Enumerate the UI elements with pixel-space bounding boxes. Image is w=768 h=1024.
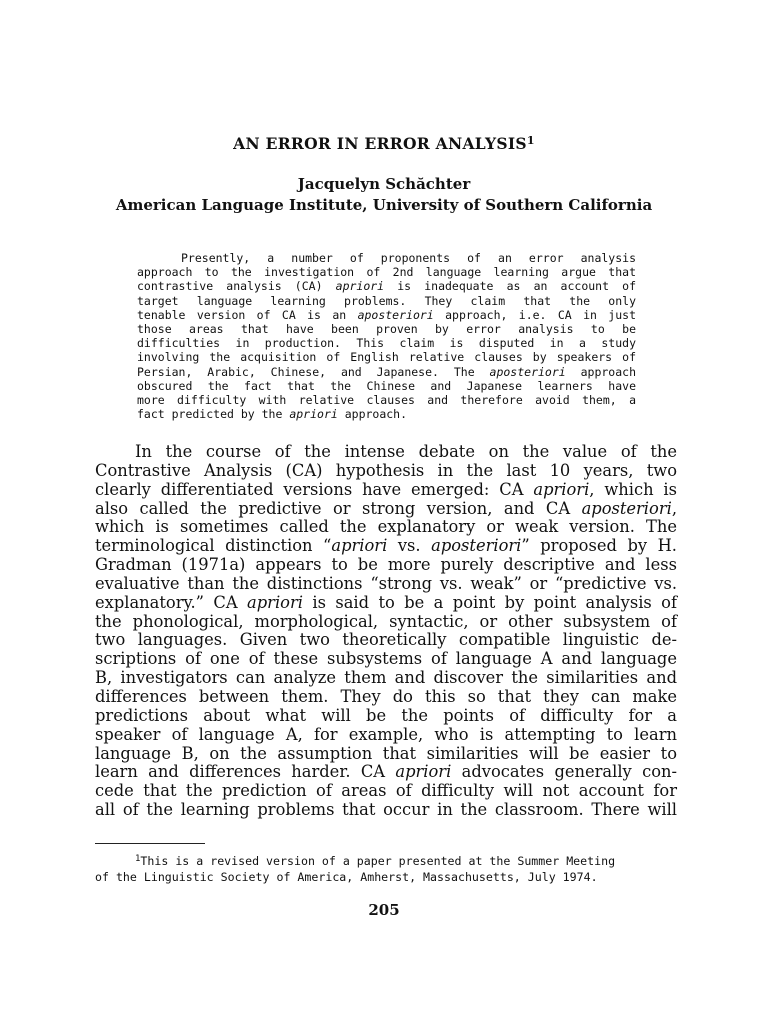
body-line: differences between them. They do this so that they can make xyxy=(95,686,677,706)
abstract xyxy=(137,251,636,421)
body-line: language B, on the assumption that similarities will be easier to xyxy=(95,743,677,763)
body-line: speaker of language A, for example, who is attempting to learn xyxy=(95,724,677,744)
title-text: AN ERROR IN ERROR ANALYSIS xyxy=(233,134,527,153)
author-block xyxy=(0,174,768,216)
footnote-marker: 1 xyxy=(135,854,141,864)
abstract-line: difficulties in production. This claim is disputed in a study xyxy=(137,336,636,351)
author-name: Jacquelyn Schăchter xyxy=(297,175,471,193)
abstract-line: those areas that have been proven by error analysis to be xyxy=(137,322,636,337)
body-line: terminological distinction “apriori vs. aposteriori” proposed by H. xyxy=(95,536,677,556)
footnote-text-1: This is a revised version of a paper presented at the Summer Meeting xyxy=(140,854,616,868)
paper-title xyxy=(0,134,768,153)
body-line: Gradman (1971a) appears to be more purely descriptive and less xyxy=(95,555,677,575)
footnote-text-2: of the Linguistic Society of America, Amherst, Massachusetts, July 1974. xyxy=(95,870,598,884)
body-line: B, investigators can analyze them and discover the similarities and xyxy=(95,668,677,688)
abstract-line: target language learning problems. They claim that the only xyxy=(137,293,636,308)
author-affiliation: American Language Institute, University of Southern California xyxy=(115,196,653,214)
page-number: 205 xyxy=(368,901,400,919)
abstract-line: involving the acquisition of English relative clauses by speakers of xyxy=(137,350,636,365)
body-line: clearly differentiated versions have emerged: CA apriori, which is xyxy=(95,479,677,499)
abstract-line: tenable version of CA is an aposteriori approach, i.e. CA in just xyxy=(137,307,636,322)
body-line: In the course of the intense debate on the value of the xyxy=(135,442,677,461)
abstract-line: more difficulty with relative clauses and therefore avoid them, a xyxy=(137,393,636,408)
title-footnote-marker: 1 xyxy=(526,134,535,147)
abstract-line: Persian, Arabic, Chinese, and Japanese. The aposteriori approach xyxy=(137,364,636,379)
body-line: Contrastive Analysis (CA) hypothesis in the last 10 years, two xyxy=(95,460,677,480)
body-line: the phonological, morphological, syntactic, or other subsystem of xyxy=(95,611,677,631)
body-line: evaluative than the distinctions “strong vs. weak” or “predictive vs. xyxy=(95,573,677,593)
footnote-line xyxy=(95,851,677,869)
body-line: also called the predictive or strong version, and CA aposteriori, xyxy=(95,498,677,518)
body-line: all of the learning problems that occur in the classroom. There will xyxy=(95,800,677,820)
abstract-line: Presently, a number of proponents of an error analysis xyxy=(181,251,636,265)
footnote-divider xyxy=(95,843,205,844)
body-line: predictions about what will be the points of difficulty for a xyxy=(95,705,677,725)
body-line: scriptions of one of these subsystems of language A and language xyxy=(95,649,677,669)
abstract-line: approach to the investigation of 2nd language learning argue that xyxy=(137,265,636,280)
abstract-line: fact predicted by the apriori approach. xyxy=(137,407,408,422)
body-line: explanatory.” CA apriori is said to be a point by point analysis of xyxy=(95,592,677,612)
body-line: two languages. Given two theoretically compatible linguistic de- xyxy=(95,630,677,650)
abstract-line: contrastive analysis (CA) apriori is inadequate as an account of xyxy=(137,279,636,294)
body-line: which is sometimes called the explanatory or weak version. The xyxy=(95,517,677,537)
body-paragraph xyxy=(95,443,677,820)
footnote xyxy=(95,851,677,885)
body-line: cede that the prediction of areas of difficulty will not account for xyxy=(95,781,677,801)
abstract-line: obscured the fact that the Chinese and Japanese learners have xyxy=(137,378,636,393)
body-line: learn and differences harder. CA apriori advocates generally con- xyxy=(95,762,678,782)
